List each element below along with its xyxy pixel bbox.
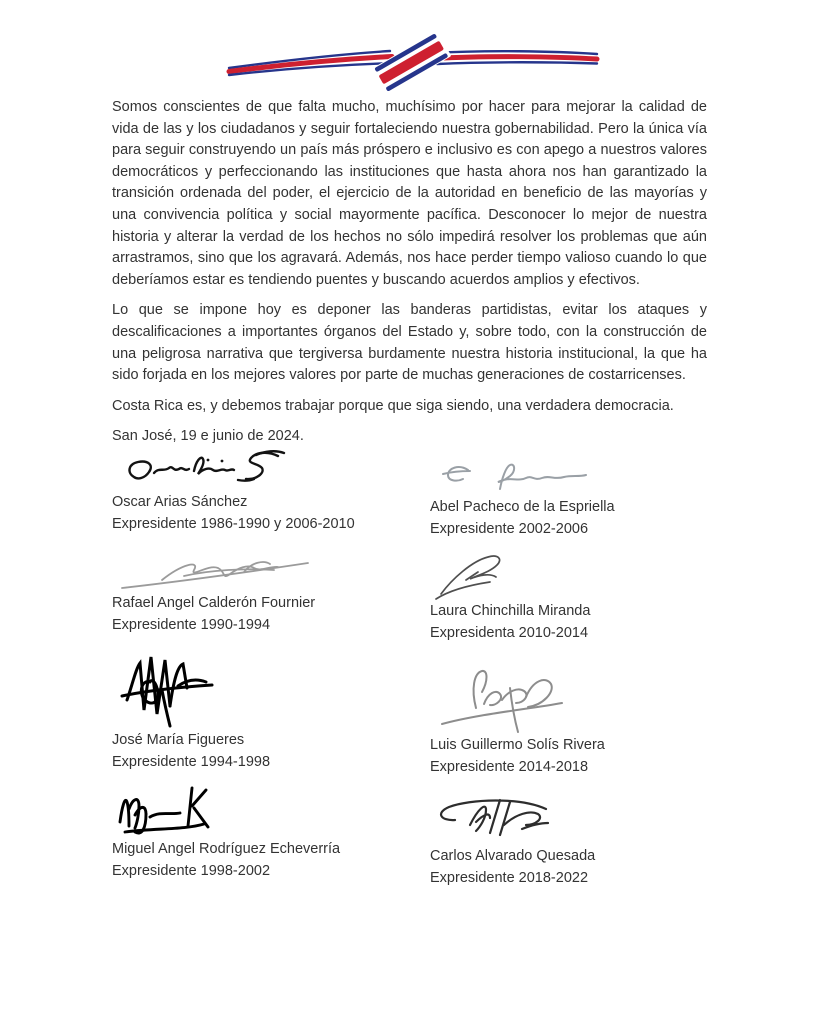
signatory-title: Expresidenta 2010-2014 [430, 624, 589, 641]
signatory-title: Expresidente 1998-2002 [112, 862, 271, 879]
paragraph-2: Lo que se impone hoy es deponer las banderas partidistas, evitar los ataques y descalificaciones a importantes órganos del Estado y, sobre todo, con la construcción de una peligrosa narrativa que tergiversa burdamente nuestra historia institucional, la que ha sido forjada en los mejores valores por parte de muchas generaciones de costarricenses. [112, 302, 707, 384]
signatory-name: Luis Guillermo Solís Rivera [430, 737, 605, 753]
signature-block-carlos-alvarado [430, 794, 740, 889]
signature-block-miguel-rodriguez [112, 781, 422, 882]
signature-jose-figueres-icon [120, 650, 215, 730]
signature-carlos-alvarado-icon [432, 794, 554, 846]
signature-miguel-rodriguez-icon [114, 781, 214, 839]
signature-block-jose-figueres [112, 650, 422, 773]
costa-rica-flag-ribbon-logo [228, 42, 598, 90]
signatory-name: Oscar Arias Sánchez [112, 494, 248, 510]
signature-laura-chinchilla-icon [434, 552, 529, 601]
signature-oscar-arias-icon [118, 448, 288, 492]
signatory-title: Expresidente 1994-1998 [112, 753, 271, 770]
signature-block-laura-chinchilla [430, 552, 740, 644]
signatory-name: José María Figueres [112, 732, 245, 748]
signature-block-oscar-arias [112, 448, 422, 535]
signatory-title: Expresidente 2002-2006 [430, 520, 589, 537]
letter-body [112, 97, 707, 457]
signatory-name: Abel Pacheco de la Espriella [430, 499, 615, 515]
signature-rafael-calderon-icon [120, 553, 310, 593]
signatory-title: Expresidente 1986-1990 y 2006-2010 [112, 515, 355, 532]
signature-block-abel-pacheco [430, 459, 740, 540]
signatory-name: Rafael Angel Calderón Fournier [112, 595, 316, 611]
signatory-name: Miguel Angel Rodríguez Echeverría [112, 841, 341, 857]
signature-block-luis-solis [430, 664, 740, 778]
paragraph-3: Costa Rica es, y debemos trabajar porque que siga siendo, una verdadera democracia. [112, 397, 674, 414]
dateline: San José, 19 e junio de 2024. [112, 428, 304, 445]
signature-abel-pacheco-icon [440, 459, 590, 497]
signatory-title: Expresidente 2014-2018 [430, 758, 589, 775]
signature-block-rafael-calderon [112, 553, 422, 636]
signatory-name: Carlos Alvarado Quesada [430, 848, 596, 864]
signatory-title: Expresidente 1990-1994 [112, 616, 271, 633]
signature-luis-solis-icon [438, 664, 566, 735]
signatory-title: Expresidente 2018-2022 [430, 869, 589, 886]
signatory-name: Laura Chinchilla Miranda [430, 603, 591, 619]
paragraph-1: Somos conscientes de que falta mucho, muchísimo por hacer para mejorar la calidad de vida de las y los ciudadanos y seguir fortaleciendo nuestra gobernabilidad. Pero la única vía para seguir construyendo un país más próspero e inclusivo es con apego a nuestros valores democráticos y perfeccionando las instituciones que hasta ahora nos han garantizado la transición ordenada del poder, el ejercicio de la autoridad en beneficio de las mayorías y una convivencia política y social mayormente pacífica. Desconocer lo mejor de nuestra historia y alterar la verdad de los hechos no sólo impedirá resolver los problemas que aún arrastramos, sino que los agravará. Además, nos hace perder tiempo valioso cuando lo que deberíamos estar es tendiendo puentes y buscando acuerdos amplios y efectivos. [112, 99, 707, 288]
